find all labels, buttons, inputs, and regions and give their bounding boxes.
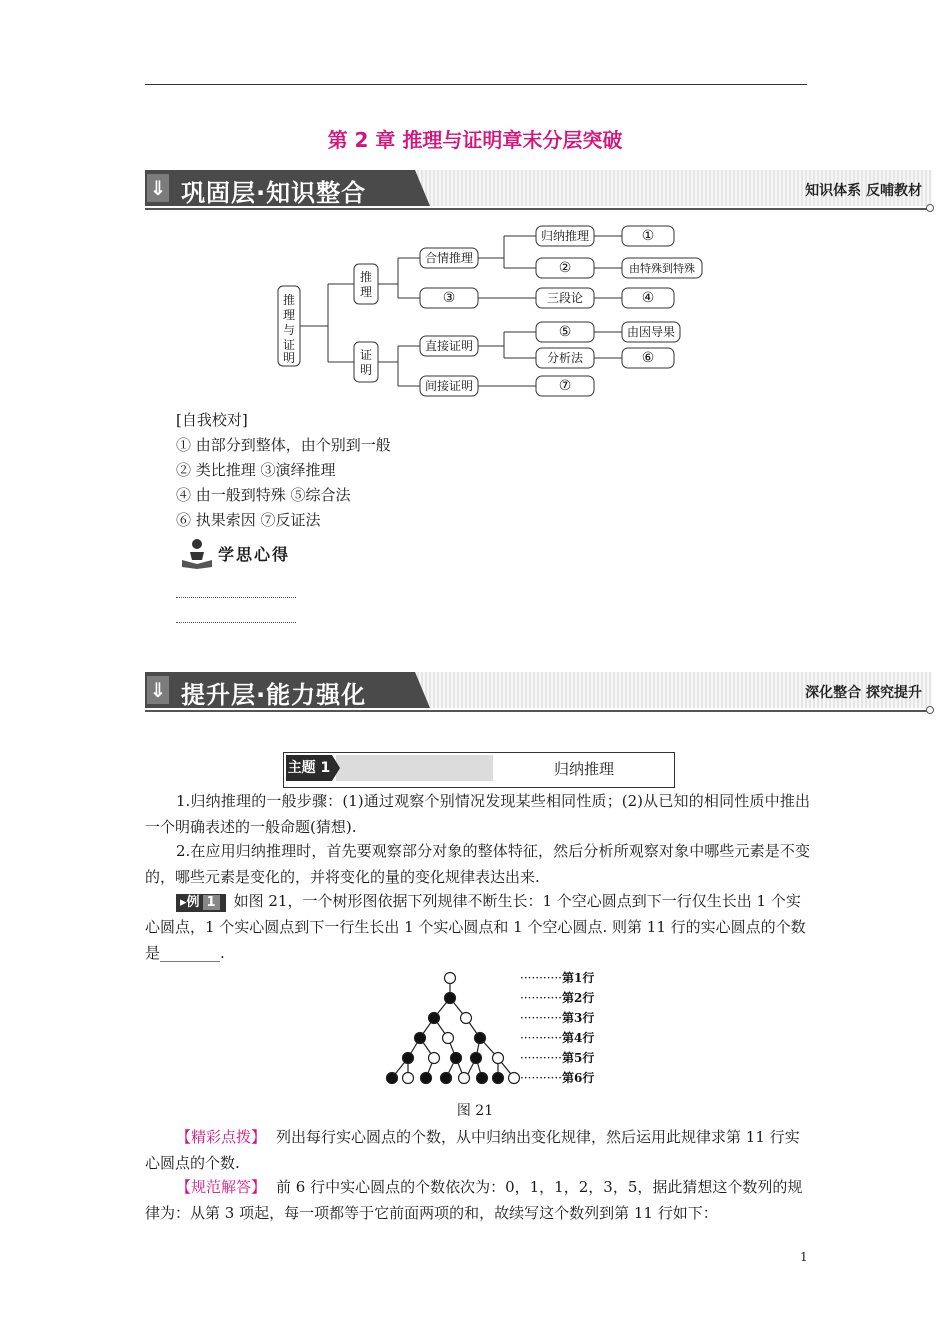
banner-title: 提升层·能力强化 — [181, 681, 367, 709]
paragraph: 2.在应用归纳推理时，首先要观察部分对象的整体特征，然后分析所观察对象中哪些元素是不变的，哪些元素是变化的，并将变化的量的变化规律表达出来. — [145, 842, 810, 886]
row-label: 第5行 — [561, 1051, 595, 1065]
self-check-heading: [自我校对] — [176, 411, 248, 429]
tip-hint-text: 列出每行实心圆点的个数，从中归纳出变化规律，然后运用此规律求第 11 行实心圆点的个数. — [145, 1128, 800, 1172]
tree-blank-3: ③ — [442, 290, 456, 306]
example-badge: ▸例 1 — [176, 894, 226, 912]
example-text: 如图 21，一个树形图依据下列规律不断生长：1 个空心圆点到下一行仅生长出 1 个实心圆点，1 个实心圆点到下一行生长出 1 个实心圆点和 1 个空心圆点. 则第 11 行的实心圆点的个数是________. — [145, 892, 806, 962]
tree-blank-1: ① — [641, 228, 655, 244]
row-label: 第1行 — [561, 971, 595, 985]
tree-root-c2: 理 — [282, 308, 296, 322]
tree-node-zhijie: 直接证明 — [424, 339, 474, 353]
paragraph: 1.归纳推理的一般步骤：(1)通过观察个别情况发现某些相同性质；(2)从已知的相同性质中推出一个明确表述的一般命题(猜想). — [145, 792, 810, 836]
banner-title: 巩固层·知识整合 — [181, 179, 367, 207]
svg-text:···········第6行: ···········第6行 — [520, 1071, 595, 1085]
tree-node-teshu: 由特殊到特殊 — [629, 262, 695, 275]
tree-node-yinguo: 由因导果 — [626, 325, 676, 339]
section-banner-consolidate — [145, 170, 932, 210]
chapter-title: 第 2 章 推理与证明章末分层突破 — [327, 128, 623, 152]
section-banner-improve — [145, 672, 932, 712]
tip-solution — [145, 1174, 810, 1226]
tree-node-heqing: 合情推理 — [424, 251, 474, 265]
tree-zhengming-c1: 证 — [359, 348, 373, 362]
tree-zhengming-c2: 明 — [359, 363, 373, 377]
tip-hint — [145, 1124, 810, 1176]
tip-solution-label: 【规范解答】 — [176, 1178, 267, 1196]
banner-subtitle: 知识体系 反哺教材 — [805, 183, 922, 199]
tree-node-fenxi: 分析法 — [546, 351, 584, 365]
topic-box — [283, 752, 675, 788]
tip-solution-text: 前 6 行中实心圆点的个数依次为：0，1，1，2，3，5，据此猜想这个数列的规律为：从第 3 项起，每一项都等于它前面两项的和，故续写这个数列到第 11 行如下： — [145, 1178, 803, 1222]
svg-text:···········第1行: ···········第1行 — [520, 971, 595, 985]
tree-root-c5: 明 — [282, 351, 296, 365]
topic-tag: 主题 1 — [286, 755, 332, 781]
example-block — [145, 888, 810, 966]
tree-node-sanduan: 三段论 — [546, 291, 584, 305]
self-check-line: ① 由部分到整体，由个别到一般 — [176, 436, 391, 454]
svg-text:···········第3行: ···········第3行 — [520, 1011, 595, 1025]
tree-blank-7: ⑦ — [558, 378, 572, 394]
tip-hint-label: 【精彩点拨】 — [176, 1128, 267, 1146]
tree-blank-6: ⑥ — [641, 350, 655, 366]
svg-text:···········第4行: ···········第4行 — [520, 1031, 595, 1045]
tree-node-guina: 归纳推理 — [540, 229, 590, 243]
row-label: 第6行 — [561, 1071, 595, 1085]
row-label: 第2行 — [561, 991, 595, 1005]
down-arrow-icon: ⇓ — [147, 676, 169, 704]
self-check-block — [176, 408, 391, 533]
tree-blank-4: ④ — [641, 290, 655, 306]
svg-text:···········第5行: ···········第5行 — [520, 1051, 595, 1065]
tree-root-c1: 推 — [282, 293, 296, 307]
top-rule — [145, 84, 807, 85]
notes-dotted-line — [176, 622, 296, 623]
svg-text:···········第2行: ···········第2行 — [520, 991, 595, 1005]
self-check-line: ⑥ 执果索因 ⑦反证法 — [176, 511, 321, 529]
self-check-line: ④ 由一般到特殊 ⑤综合法 — [176, 486, 351, 504]
knowledge-tree-diagram — [270, 222, 720, 402]
tree-tuili-c2: 理 — [359, 285, 373, 299]
figure-caption: 图 21 — [456, 1103, 494, 1119]
tree-blank-2: ② — [558, 260, 572, 276]
tree-growth-figure — [380, 966, 620, 1096]
tree-node-jianjie: 间接证明 — [424, 379, 474, 393]
self-check-line: ② 类比推理 ③演绎推理 — [176, 461, 336, 479]
study-notes-heading — [180, 538, 291, 574]
reading-person-icon — [180, 538, 214, 570]
row-label: 第4行 — [561, 1031, 595, 1045]
study-notes-label: 学思心得 — [218, 545, 291, 564]
topic-name: 归纳推理 — [553, 760, 614, 778]
tree-blank-5: ⑤ — [558, 324, 572, 340]
tree-tuili-c1: 推 — [359, 270, 373, 284]
tree-root-c3: 与 — [282, 323, 296, 337]
notes-dotted-line — [176, 597, 296, 598]
down-arrow-icon: ⇓ — [147, 174, 169, 202]
page-number: 1 — [800, 1250, 808, 1264]
tree-root-c4: 证 — [282, 338, 296, 352]
banner-subtitle: 深化整合 探究提升 — [805, 685, 922, 701]
row-label: 第3行 — [561, 1011, 595, 1025]
